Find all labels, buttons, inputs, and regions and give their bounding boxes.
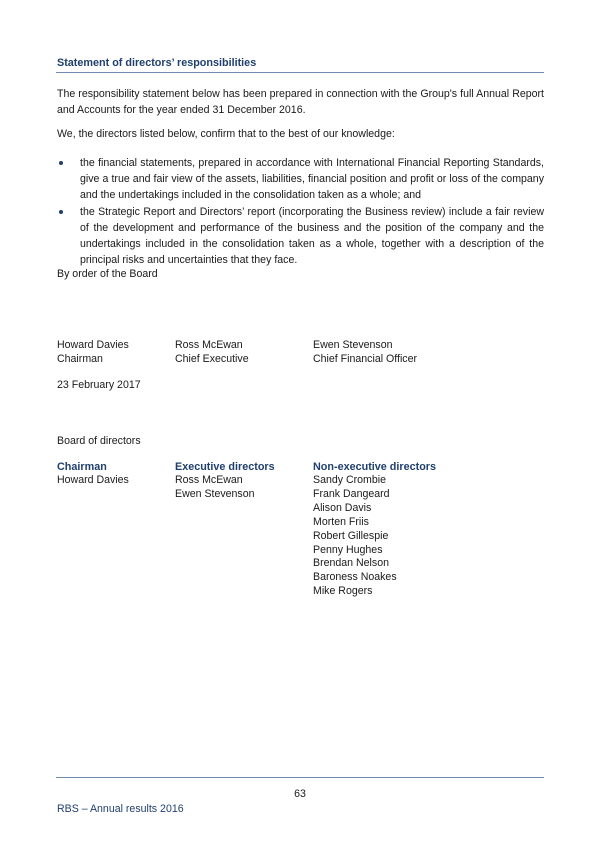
bullet-icon: [59, 161, 63, 165]
board-column-chairman: [57, 460, 129, 488]
director-name: Baroness Noakes: [313, 571, 397, 584]
intro-paragraph: The responsibility statement below has been prepared in connection with the Group's full Annual Report and Accounts for the year ended 31 December 2016.: [57, 88, 544, 116]
list-item: [57, 155, 544, 203]
list-item-text: the financial statements, prepared in accordance with International Financial Reporting Standards, give a true and fair view of the assets, liabilities, financial position and profit or loss of the company and the undertakings included in the consolidation taken as a whole; and: [80, 157, 544, 201]
list-item: [57, 204, 544, 268]
footer-title: RBS – Annual results 2016: [57, 803, 184, 815]
heading-divider: [56, 72, 544, 73]
by-order-text: By order of the Board: [57, 268, 158, 280]
signatory-name: Howard Davies: [57, 339, 129, 351]
director-name: Robert Gillespie: [313, 529, 389, 542]
list-item-text: the Strategic Report and Directors’ report (incorporating the Business review) include a fair review of the development and performance of the business and the position of the company and the undertakings included in the consolidation taken as a whole, together with a description of the principal risks and uncertainties that they face.: [80, 206, 544, 266]
section-heading: Statement of directors’ responsibilities: [57, 57, 257, 69]
director-name: Ross McEwan: [175, 474, 243, 486]
director-name: Mike Rogers: [313, 585, 373, 598]
column-heading: Executive directors: [175, 461, 275, 473]
signatory-name: Ewen Stevenson: [313, 339, 393, 351]
footer-divider: [56, 777, 544, 778]
board-label: Board of directors: [57, 435, 141, 447]
director-name: Brendan Nelson: [313, 557, 389, 570]
board-column-non-executive: [313, 460, 436, 599]
director-name: Sandy Crombie: [313, 474, 387, 486]
director-name: Alison Davis: [313, 501, 372, 514]
director-name: Morten Friis: [313, 515, 369, 528]
page-number: 63: [294, 788, 306, 800]
director-name: Penny Hughes: [313, 543, 383, 556]
bullet-icon: [59, 210, 63, 214]
board-column-executive: [175, 460, 275, 502]
signatory-title: Chief Executive: [175, 353, 249, 365]
signatory-name: Ross McEwan: [175, 339, 243, 351]
column-heading: Non-executive directors: [313, 461, 437, 473]
confirmation-list: [57, 155, 544, 269]
director-name: Frank Dangeard: [313, 487, 390, 500]
director-name: Howard Davies: [57, 474, 129, 486]
signatory-title: Chairman: [57, 353, 103, 365]
director-name: Ewen Stevenson: [175, 487, 255, 500]
signature-date: 23 February 2017: [57, 379, 141, 391]
column-heading: Chairman: [57, 461, 107, 473]
signatory-title: Chief Financial Officer: [313, 353, 418, 365]
confirmation-paragraph: We, the directors listed below, confirm that to the best of our knowledge:: [57, 128, 395, 140]
